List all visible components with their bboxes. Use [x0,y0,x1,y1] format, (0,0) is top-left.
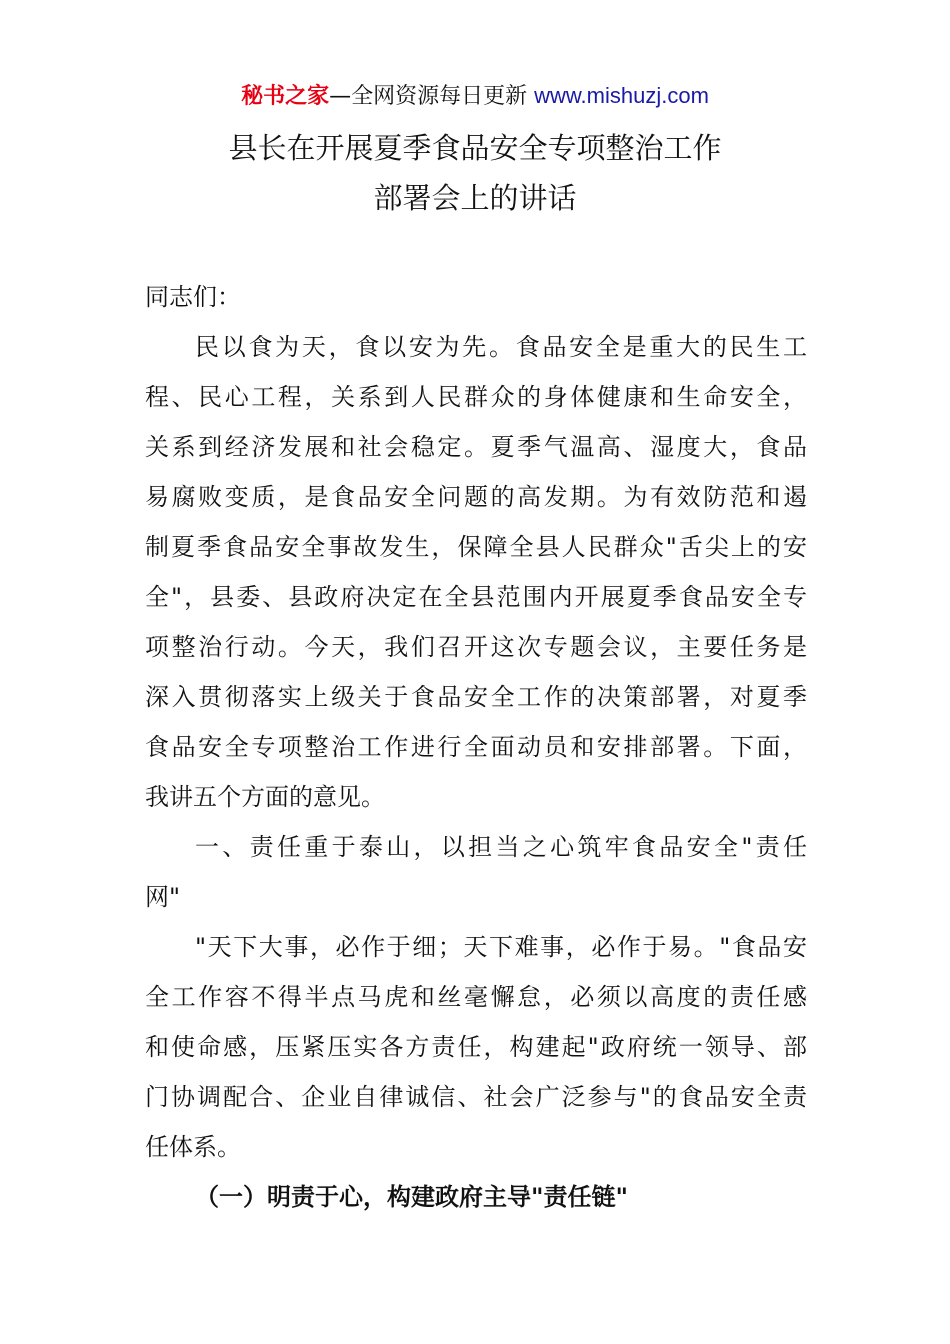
subsection-heading: （一）明责于心，构建政府主导"责任链" [195,1183,629,1211]
body-line: 全工作容不得半点马虎和丝毫懈怠，必须以高度的责任感 [145,983,807,1011]
body-line: 深入贯彻落实上级关于食品安全工作的决策部署，对夏季 [145,683,807,711]
body-line: 食品安全专项整治工作进行全面动员和安排部署。下面， [145,733,807,761]
salutation: 同志们： [145,283,241,311]
body-line: 门协调配合、企业自律诚信、社会广泛参与"的食品安全责 [145,1083,807,1111]
document-title-line-1: 县长在开展夏季食品安全专项整治工作 [228,131,722,165]
body-line: 任体系。 [145,1133,241,1161]
document-title-line-2: 部署会上的讲话 [373,181,577,215]
body-line: "天下大事，必作于细；天下难事，必作于易。"食品安 [195,933,807,961]
body-line: 我讲五个方面的意见。 [145,783,385,811]
site-url[interactable]: www.mishuzj.com [534,83,709,108]
site-header [0,80,950,113]
section-heading-line: 网" [145,883,181,911]
body-line: 民以食为天，食以安为先。食品安全是重大的民生工 [195,333,807,361]
body-line: 易腐败变质，是食品安全问题的高发期。为有效防范和遏 [145,483,807,511]
body-line: 程、民心工程，关系到人民群众的身体健康和生命安全， [145,383,807,411]
header-slogan: —全网资源每日更新 [329,84,535,109]
body-line: 全"，县委、县政府决定在全县范围内开展夏季食品安全专 [145,583,807,611]
section-heading-line: 一、责任重于泰山，以担当之心筑牢食品安全"责任 [195,833,807,861]
body-line: 项整治行动。今天，我们召开这次专题会议，主要任务是 [145,633,807,661]
brand-name: 秘书之家 [241,84,330,109]
body-line: 和使命感，压紧压实各方责任，构建起"政府统一领导、部 [145,1033,807,1061]
body-line: 关系到经济发展和社会稳定。夏季气温高、湿度大，食品 [145,433,807,461]
body-line: 制夏季食品安全事故发生，保障全县人民群众"舌尖上的安 [145,533,807,561]
speech-body [145,272,807,1222]
